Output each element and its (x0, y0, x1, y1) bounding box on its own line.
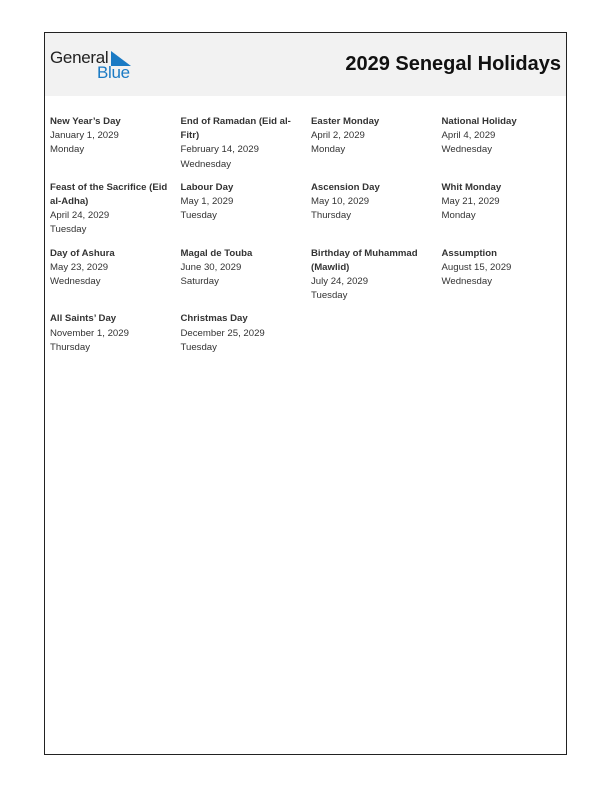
holiday-weekday: Monday (311, 144, 346, 156)
holiday-date: February 14, 2029 (180, 144, 259, 156)
holiday-weekday: Thursday (311, 210, 351, 222)
holiday-name: Whit Monday (441, 181, 502, 193)
holiday-date: May 21, 2029 (441, 196, 500, 208)
holiday-date: June 30, 2029 (180, 261, 242, 273)
holiday-item (442, 115, 570, 172)
holiday-date: December 25, 2029 (180, 327, 265, 339)
holiday-name: All Saints’ Day (50, 313, 117, 325)
holiday-item (50, 181, 181, 238)
holiday-weekday: Tuesday (50, 224, 87, 236)
header-band (45, 33, 566, 96)
holiday-date: May 1, 2029 (180, 196, 234, 208)
holiday-name: Easter Monday (311, 116, 380, 127)
holiday-weekday: Wednesday (441, 276, 492, 288)
holiday-date: May 10, 2029 (311, 196, 370, 208)
holiday-weekday: Tuesday (180, 210, 217, 222)
logo-text-general: General (50, 48, 109, 67)
holiday-item (311, 115, 442, 172)
holiday-item (311, 247, 442, 304)
page-frame (44, 32, 567, 755)
holiday-name: Labour Day (180, 181, 234, 193)
page-title: 2029 Senegal Holidays (345, 53, 561, 75)
holiday-name: Assumption (441, 247, 497, 259)
holiday-date: April 24, 2029 (50, 210, 110, 222)
holiday-item (442, 181, 570, 238)
holiday-weekday: Tuesday (180, 341, 217, 353)
holiday-grid (50, 115, 570, 355)
holiday-item (181, 181, 312, 238)
logo-text-blue: Blue (97, 63, 130, 82)
holiday-name: Feast of the Sacrifice (Eid al-Adha) (50, 181, 168, 208)
holiday-name: Christmas Day (180, 313, 248, 325)
holiday-date: May 23, 2029 (50, 261, 109, 273)
brand-logo (50, 48, 150, 84)
holiday-item (181, 312, 312, 355)
holiday-name: Birthday of Muhammad (Mawlid) (311, 247, 418, 273)
holiday-date: April 2, 2029 (311, 130, 365, 142)
holiday-name: Day of Ashura (50, 247, 115, 259)
holiday-weekday: Monday (50, 144, 85, 156)
holiday-date: April 4, 2029 (441, 130, 496, 142)
holiday-weekday: Thursday (50, 341, 90, 353)
holiday-date: July 24, 2029 (311, 276, 369, 288)
holiday-name: Magal de Touba (180, 247, 253, 259)
holiday-item (50, 312, 181, 355)
holiday-date: January 1, 2029 (50, 130, 119, 142)
holiday-item (442, 247, 570, 304)
holiday-name: National Holiday (441, 116, 517, 127)
holiday-date: November 1, 2029 (50, 327, 129, 339)
holiday-date: August 15, 2029 (441, 261, 512, 273)
holiday-weekday: Wednesday (180, 158, 231, 170)
holiday-item (50, 247, 181, 304)
holiday-item (311, 181, 442, 238)
holiday-weekday: Wednesday (50, 276, 101, 288)
holiday-item (181, 115, 312, 172)
holiday-weekday: Saturday (180, 276, 219, 288)
holiday-weekday: Wednesday (441, 144, 492, 156)
holiday-item (181, 247, 312, 304)
holiday-name: Ascension Day (311, 181, 380, 193)
holiday-name: End of Ramadan (Eid al-Fitr) (180, 116, 291, 142)
holiday-name: New Year’s Day (50, 116, 121, 127)
holiday-weekday: Monday (441, 210, 476, 222)
holiday-item (50, 115, 181, 172)
holiday-weekday: Tuesday (311, 290, 348, 302)
